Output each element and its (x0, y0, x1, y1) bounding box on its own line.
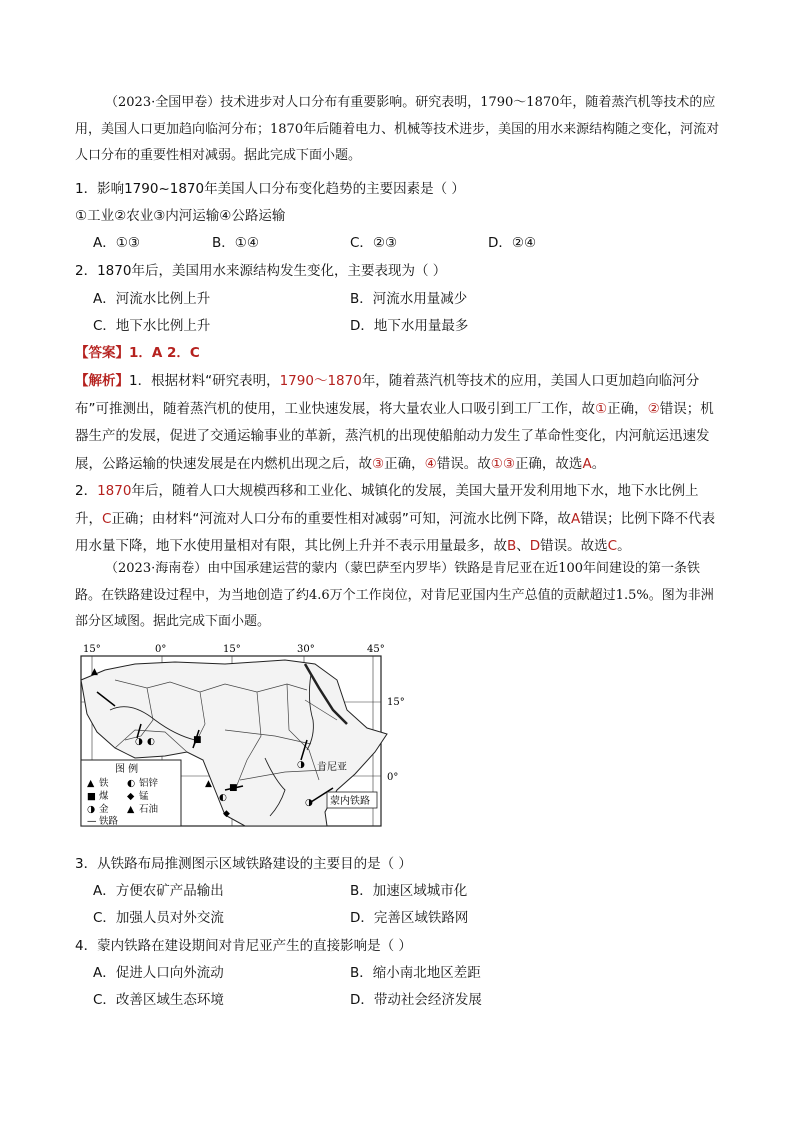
africa-map (75, 640, 415, 830)
legend-coal: 煤 (99, 791, 109, 802)
legend-manganese: 锰 (139, 791, 149, 802)
analysis-2g: 错误；比例下降不代表用水量下降，地下水使用量相对有限，其比例上升并不表示用量最多，故 (75, 510, 716, 554)
svg-text:■: ■ (229, 783, 238, 793)
question-2-stem: 2．1870年后，美国用水来源结构发生变化，主要表现为（ ） (75, 263, 447, 279)
q3-option-c[interactable]: C．加强人员对外交流 (93, 910, 224, 926)
analysis-2e: 正确；由材料“河流对人口分布的重要性相对减弱”可知，河流水比例下降，故 (111, 510, 571, 527)
question-1-items: ①工业②农业③内河运输④公路运输 (75, 208, 286, 224)
svg-text:◑: ◑ (297, 760, 305, 770)
svg-text:◐: ◐ (147, 737, 155, 747)
kenya-label: 肯尼亚 (317, 762, 347, 773)
svg-text:◑: ◑ (135, 737, 143, 747)
analysis-1b: 1790～1870 (279, 373, 362, 389)
railway-label: 蒙内铁路 (330, 796, 370, 807)
question-1-stem: 1．影响1790~1870年美国人口分布变化趋势的主要因素是（ ） (75, 181, 465, 197)
legend-sym-coal: ■ (87, 791, 96, 802)
passage-2: （2023·海南卷）由中国承建运营的蒙内（蒙巴萨至内罗毕）铁路是肯尼亚在近100年间建设的第一条铁路。在铁路建设过程中，为当地创造了约4.6万个工作岗位，对肯尼亚国内生产总值的贡献超过1.5%。图为非洲部分区域图。据此完成下面小题。 (75, 561, 714, 629)
lon-label-30e: 30° (297, 644, 315, 655)
analysis-1o: 。 (591, 455, 606, 472)
analysis-2c: 年后，随着人口大规模西移和工业化、城镇化的发展，美国大量开发利用地下水，地下水比例上升， (75, 483, 699, 527)
analysis-1n: A (582, 455, 592, 472)
analysis-1l: ①③ (490, 455, 515, 472)
analysis-2i: 、 (516, 538, 530, 554)
legend-sym-railway: — (87, 816, 97, 827)
legend-sym-manganese: ◆ (127, 791, 135, 802)
legend-gold: 金 (99, 804, 109, 815)
analysis-1i: 正确， (384, 455, 425, 472)
answer-line (75, 341, 200, 361)
analysis-1c: 年，随着蒸汽机等技术的应用，美国人口更加趋向临河分布”可推测出，随着蒸汽机的使用，工业快速发展，将大量农业人口吸引到工厂工作，故 (75, 373, 700, 417)
q3-option-b[interactable]: B．加速区域城市化 (350, 883, 468, 899)
analysis-1e: 正确， (607, 400, 648, 417)
analysis-1a: 1．根据材料“研究表明， (129, 373, 280, 389)
lon-label-15w: 15° (83, 644, 101, 655)
svg-text:▲: ▲ (91, 667, 98, 677)
lat-label-15n: 15° (387, 697, 405, 708)
svg-text:◑: ◑ (305, 798, 313, 808)
analysis-block (75, 368, 725, 478)
lat-label-0: 0° (387, 772, 399, 783)
analysis-2d: C (102, 510, 112, 527)
question-4-stem: 4．蒙内铁路在建设期间对肯尼亚产生的直接影响是（ ） (75, 938, 412, 954)
lon-label-45e: 45° (367, 644, 385, 655)
svg-text:■: ■ (193, 735, 202, 745)
legend-sym-bauxite: ◐ (127, 778, 136, 789)
legend-sym-gold: ◑ (87, 804, 96, 815)
analysis-2b: 1870 (97, 483, 132, 499)
analysis-2f: A (570, 510, 581, 527)
lon-label-0: 0° (155, 644, 167, 655)
answer-label: 【答案】 (75, 345, 129, 361)
q4-option-d[interactable]: D．带动社会经济发展 (350, 992, 482, 1008)
analysis-1h: ③ (372, 455, 385, 472)
lon-label-15e: 15° (223, 644, 241, 655)
q2-option-d[interactable]: D．地下水用量最多 (350, 318, 469, 334)
analysis-1j: ④ (424, 455, 437, 472)
svg-text:▲: ▲ (205, 779, 212, 789)
q2-option-a[interactable]: A．河流水比例上升 (93, 291, 211, 307)
q2-option-c[interactable]: C．地下水比例上升 (93, 318, 211, 334)
analysis-2l: C (607, 538, 618, 554)
q1-option-b[interactable]: B．①④ (212, 235, 259, 251)
analysis-block-2 (75, 478, 725, 561)
q1-option-c[interactable]: C．②③ (350, 235, 398, 251)
analysis-2h: B (507, 538, 517, 554)
svg-text:◆: ◆ (223, 809, 230, 819)
analysis-2m: 。 (617, 538, 631, 554)
q1-option-a[interactable]: A．①③ (93, 235, 140, 251)
analysis-1d: ① (595, 400, 608, 417)
question-3-stem: 3．从铁路布局推测图示区域铁路建设的主要目的是（ ） (75, 856, 412, 872)
q2-option-b[interactable]: B．河流水用量减少 (350, 291, 468, 307)
analysis-1g: 错误；机器生产的发展，促进了交通运输事业的革新，蒸汽机的出现使船舶动力发生了革命性变化，内河航运迅速发展，公路运输的快速发展是在内燃机出现之后，故 (75, 400, 714, 472)
q4-option-b[interactable]: B．缩小南北地区差距 (350, 965, 481, 981)
q4-option-c[interactable]: C．改善区域生态环境 (93, 992, 224, 1008)
analysis-2k: 错误。故选 (540, 538, 608, 554)
legend-sym-oil: ▲ (127, 804, 135, 815)
map-figure (75, 640, 415, 830)
legend-sym-iron: ▲ (87, 778, 95, 789)
analysis-1f: ② (647, 400, 660, 417)
legend-title: 图 例 (115, 764, 139, 775)
analysis-1m: 正确，故选 (514, 455, 583, 472)
q3-option-a[interactable]: A．方便农矿产品输出 (93, 883, 224, 899)
passage-1: （2023·全国甲卷）技术进步对人口分布有重要影响。研究表明，1790～1870年，随着蒸汽机等技术的应用，美国人口更加趋向临河分布；1870年后随着电力、机械等技术进步，美国的用水来源结构随之变化，河流对人口分布的重要性相对减弱。据此完成下面小题。 (75, 95, 720, 163)
legend-railway: 铁路 (99, 816, 119, 827)
q1-option-d[interactable]: D．②④ (488, 235, 537, 251)
legend-oil: 石油 (139, 804, 159, 815)
analysis-2a: 2． (75, 483, 98, 499)
legend-iron: 铁 (99, 778, 109, 789)
analysis-2j: D (529, 538, 541, 554)
q4-option-a[interactable]: A．促进人口向外流动 (93, 965, 224, 981)
answer-text: 1．A 2．C (129, 345, 200, 361)
q3-option-d[interactable]: D．完善区域铁路网 (350, 910, 469, 926)
legend-bauxite: 铝锌 (139, 778, 159, 789)
svg-text:◐: ◐ (219, 793, 227, 803)
analysis-1k: 错误。故 (436, 455, 491, 472)
analysis-label: 【解析】 (75, 373, 129, 389)
